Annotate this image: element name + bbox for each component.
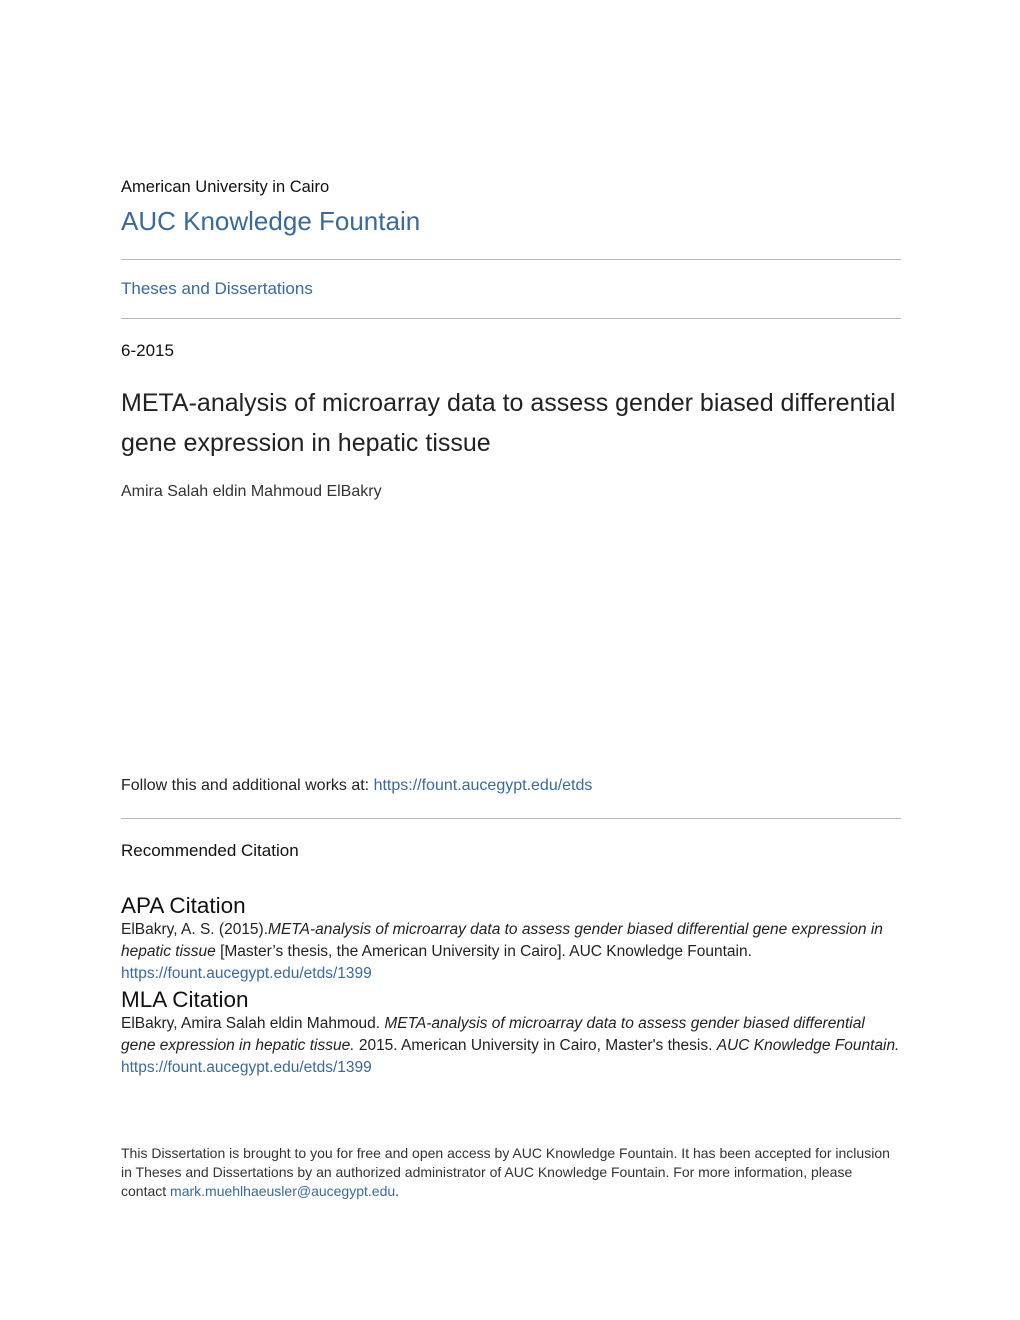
series-link[interactable]: Theses and Dissertations	[121, 279, 313, 298]
mla-citation-heading: MLA Citation	[121, 987, 249, 1012]
divider	[121, 318, 901, 319]
institution-name: American University in Cairo	[121, 178, 330, 196]
mla-citation-link[interactable]: https://fount.aucegypt.edu/etds/1399	[121, 1059, 372, 1076]
recommended-citation-heading: Recommended Citation	[121, 841, 299, 860]
access-notice-text: This Dissertation is brought to you for free and open access by AUC Knowledge Fountain. It has been accepted for inclusion in Theses and Dissertations by an authorized administrator of AUC Knowledge Fountain. For more information, please contact	[121, 1145, 890, 1199]
mla-citation	[121, 1013, 901, 1079]
apa-citation	[121, 919, 901, 985]
apa-citation-suffix: [Master’s thesis, the American University in Cairo]. AUC Knowledge Fountain.	[215, 943, 752, 960]
mla-citation-middle: 2015. American University in Cairo, Master's thesis.	[354, 1037, 717, 1054]
author-name: Amira Salah eldin Mahmoud ElBakry	[121, 483, 382, 500]
document-title: META-analysis of microarray data to assess gender biased differential gene expression in hepatic tissue	[121, 389, 896, 457]
divider	[121, 259, 901, 260]
mla-citation-source: AUC Knowledge Fountain.	[716, 1037, 900, 1054]
repository-link[interactable]: AUC Knowledge Fountain	[121, 206, 421, 236]
access-notice-end: .	[395, 1183, 400, 1199]
apa-citation-prefix: ElBakry, A. S. (2015).	[121, 921, 269, 938]
mla-citation-prefix: ElBakry, Amira Salah eldin Mahmoud.	[121, 1015, 385, 1032]
apa-citation-heading: APA Citation	[121, 893, 246, 918]
apa-citation-link[interactable]: https://fount.aucegypt.edu/etds/1399	[121, 965, 372, 982]
follow-text: Follow this and additional works at:	[121, 777, 374, 794]
divider	[121, 818, 901, 819]
contact-email-link[interactable]: mark.muehlhaeusler@aucegypt.edu	[170, 1183, 396, 1199]
mla-citation-title: META-analysis of microarray data to assess gender biased differential gene expression in hepatic tissue.	[121, 1015, 865, 1054]
collection-link[interactable]: https://fount.aucegypt.edu/etds	[373, 777, 593, 794]
access-notice	[121, 1144, 901, 1201]
apa-citation-title: META-analysis of microarray data to assess gender biased differential gene expression in hepatic tissue	[121, 921, 883, 960]
follow-line	[121, 775, 592, 797]
publication-date: 6-2015	[121, 341, 174, 360]
